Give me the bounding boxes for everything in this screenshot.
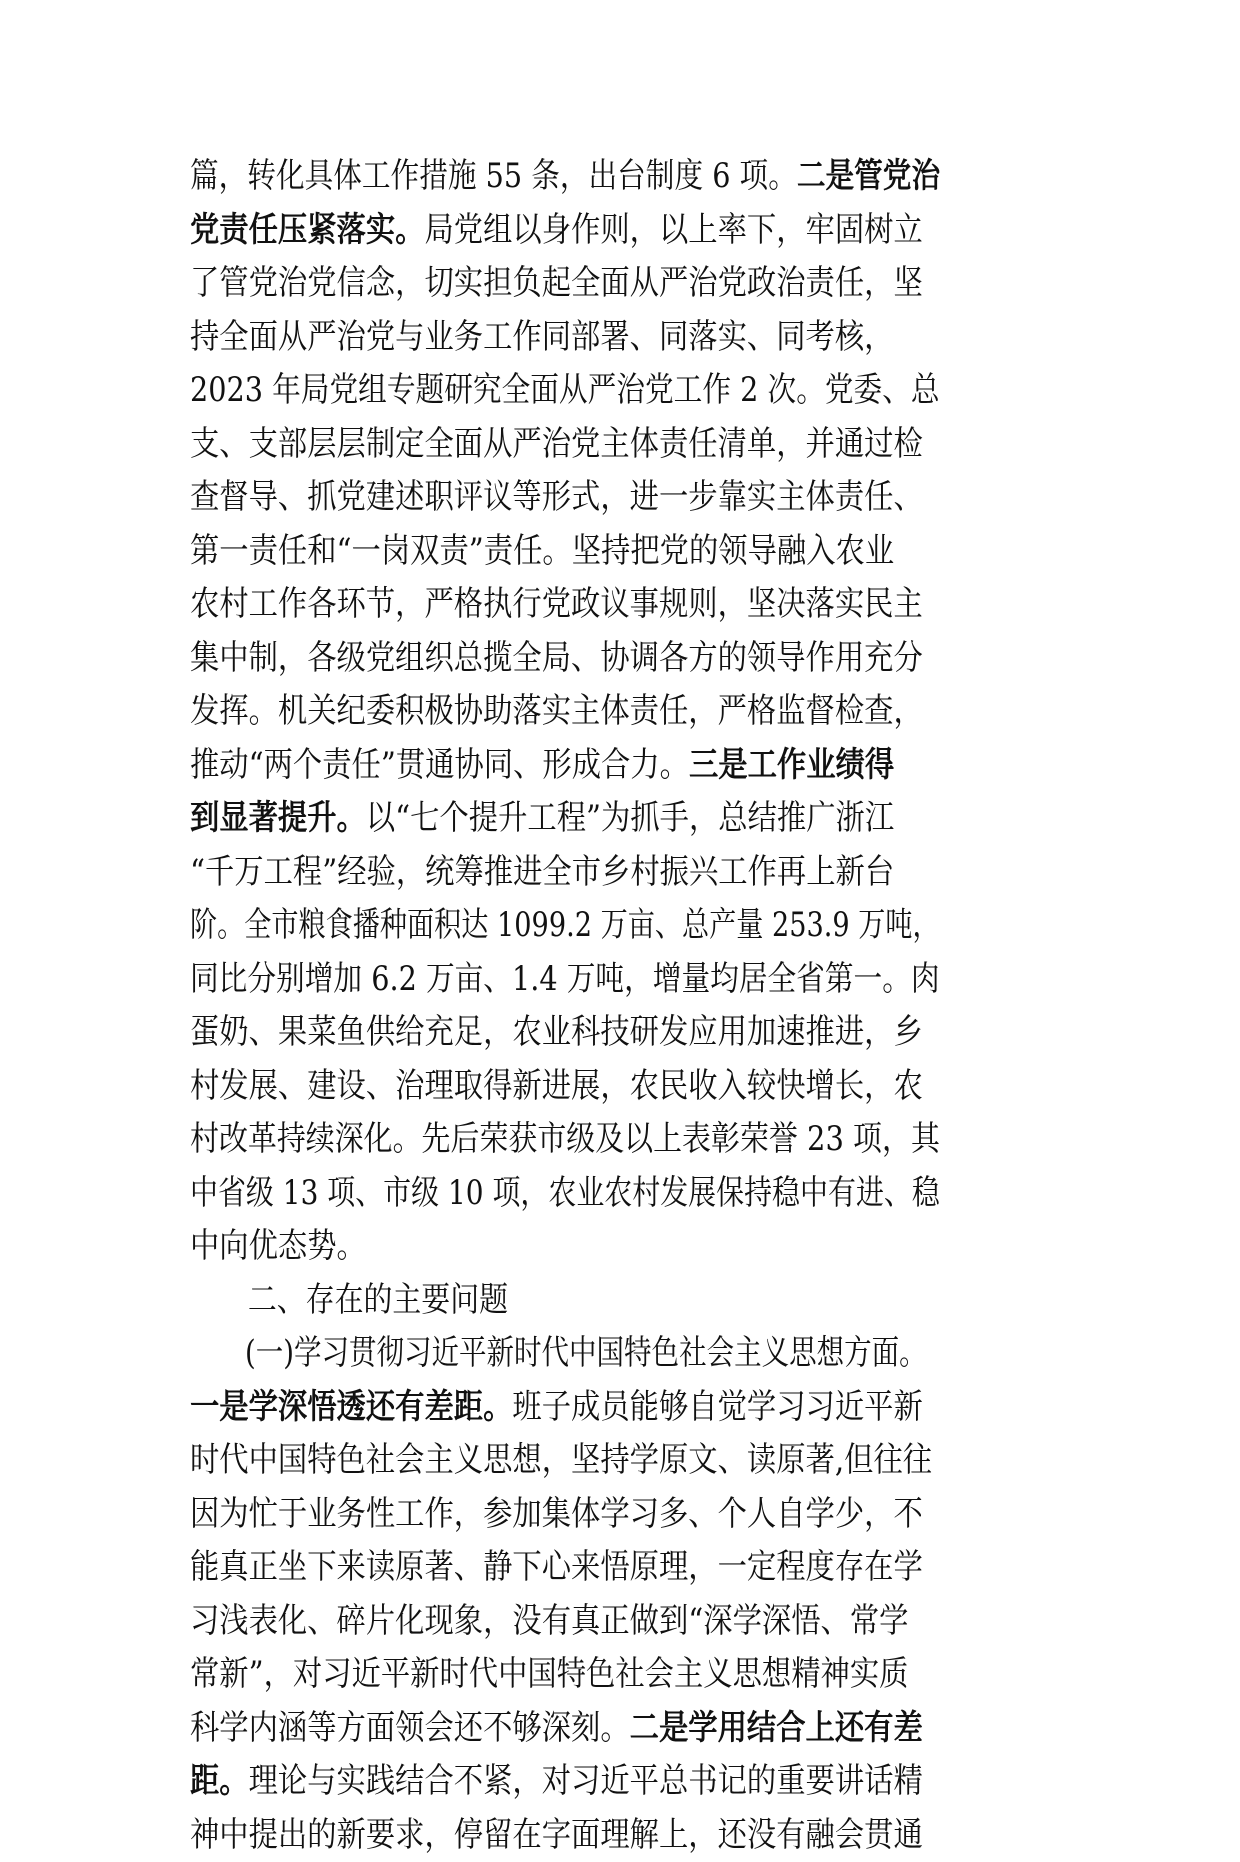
text-line — [190, 739, 940, 793]
body-text: 理论与实践结合不紧，对习近平总书记的重要讲话精 — [249, 1761, 923, 1801]
text-line — [190, 1595, 940, 1649]
bold-heading-text: 二是学用结合上还有差 — [630, 1708, 923, 1748]
text-line — [190, 685, 940, 739]
body-text: 常新”，对习近平新时代中国特色社会主义思想精神实质 — [190, 1654, 908, 1694]
body-text: 村改革持续深化。先后荣获市级及以上表彰荣誉 23 项，其 — [190, 1119, 940, 1159]
body-text: 2023 年局党组专题研究全面从严治党工作 2 次。党委、总 — [190, 370, 940, 410]
text-line — [190, 1327, 894, 1381]
text-line — [190, 204, 940, 258]
text-line — [190, 1434, 940, 1488]
bold-heading-text: 三是工作业绩得 — [689, 745, 894, 785]
text-line — [190, 1006, 940, 1060]
body-text: 神中提出的新要求，停留在字面理解上，还没有融会贯通 — [190, 1815, 923, 1855]
body-text: 了管党治党信念，切实担负起全面从严治党政治责任，坚 — [190, 263, 923, 303]
body-text: 因为忙于业务性工作，参加集体学习多、个人自学少，不 — [190, 1494, 923, 1534]
text-line — [190, 1060, 940, 1114]
text-line — [190, 1809, 940, 1862]
body-text: 阶。全市粮食播种面积达 1099.2 万亩、总产量 253.9 万吨， — [190, 905, 940, 945]
body-text: 农村工作各环节，严格执行党政议事规则，坚决落实民主 — [190, 584, 923, 624]
body-text: 同比分别增加 6.2 万亩、1.4 万吨，增量均居全省第一。肉 — [190, 959, 940, 999]
text-line — [190, 578, 940, 632]
text-line — [190, 311, 940, 365]
body-text: 查督导、抓党建述职评议等形式，进一步靠实主体责任、 — [190, 477, 923, 517]
text-line — [190, 150, 923, 204]
body-text: 集中制，各级党组织总揽全局、协调各方的领导作用充分 — [190, 638, 923, 678]
text-line — [190, 1167, 905, 1221]
text-line — [190, 953, 924, 1007]
bold-heading-text: 到显著提升。 — [190, 798, 366, 838]
text-line — [190, 1702, 940, 1756]
text-line — [190, 1541, 940, 1595]
body-text: 村发展、建设、治理取得新进展，农民收入较快增长，农 — [190, 1066, 923, 1106]
text-line — [190, 1381, 940, 1435]
text-line — [190, 471, 940, 525]
body-text: 蛋奶、果菜鱼供给充足，农业科技研发应用加速推进，乡 — [190, 1012, 923, 1052]
body-text: 二、存在的主要问题 — [248, 1280, 508, 1320]
body-text: 持全面从严治党与业务工作同部署、同落实、同考核， — [190, 317, 893, 357]
bold-heading-text: 党责任压紧落实。 — [190, 210, 424, 250]
body-text: 科学内涵等方面领会还不够深刻。 — [190, 1708, 630, 1748]
text-line — [190, 632, 940, 686]
text-line — [190, 792, 940, 846]
body-text: 第一责任和“一岗双责”责任。坚持把党的领导融入农业 — [190, 531, 894, 571]
bold-heading-text: 二是管党治 — [797, 156, 940, 196]
text-line — [190, 1274, 930, 1328]
body-text: 中省级 13 项、市级 10 项，农业农村发展保持稳中有进、稳 — [190, 1173, 940, 1213]
text-line — [190, 1488, 940, 1542]
body-text: “千万工程”经验，统筹推进全市乡村振兴工作再上新台 — [190, 852, 894, 892]
text-line — [190, 525, 940, 579]
body-text: 习浅表化、碎片化现象，没有真正做到“深学深悟、常学 — [190, 1601, 908, 1641]
bold-heading-text: 一是学深悟透还有差距。 — [190, 1387, 512, 1427]
body-text: 中向优态势。 — [190, 1226, 366, 1266]
body-text: 班子成员能够自觉学习习近平新 — [512, 1387, 922, 1427]
body-text: 发挥。机关纪委积极协助落实主体责任，严格监督检查， — [190, 691, 923, 731]
bold-heading-text: 距。 — [190, 1761, 249, 1801]
body-text: 时代中国特色社会主义思想，坚持学原文、读原著,但往往 — [190, 1440, 932, 1480]
text-line — [190, 899, 884, 953]
body-text: 支、支部层层制定全面从严治党主体责任清单，并通过检 — [190, 424, 923, 464]
text-line — [190, 1220, 940, 1274]
text-line — [190, 1755, 940, 1809]
body-text: 能真正坐下来读原著、静下心来悟原理，一定程度存在学 — [190, 1547, 923, 1587]
document-body — [190, 150, 1060, 1862]
text-line — [190, 257, 940, 311]
body-text: 篇，转化具体工作措施 55 条，出台制度 6 项。 — [190, 156, 797, 196]
text-line — [190, 364, 924, 418]
body-text: 以“七个提升工程”为抓手，总结推广浙江 — [366, 798, 894, 838]
text-line — [190, 418, 940, 472]
body-text: 推动“两个责任”贯通协同、形成合力。 — [190, 745, 689, 785]
body-text: 局党组以身作则，以上率下，牢固树立 — [424, 210, 922, 250]
text-line — [190, 1113, 931, 1167]
text-line — [190, 846, 940, 900]
body-text: (一)学习贯彻习近平新时代中国特色社会主义思想方面。 — [245, 1333, 927, 1373]
text-line — [190, 1648, 940, 1702]
